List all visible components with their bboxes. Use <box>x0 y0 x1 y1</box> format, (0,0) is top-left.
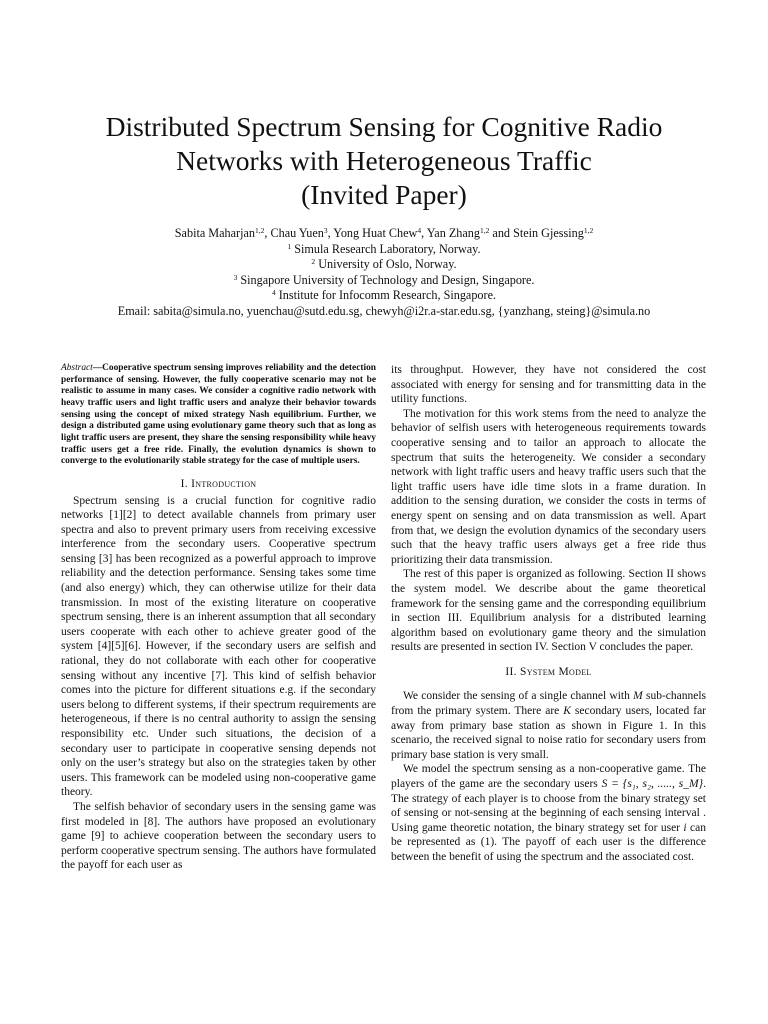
affiliation-line <box>40 273 728 289</box>
section-number: I. <box>180 477 192 490</box>
body-paragraph: its throughput. However, they have not considered the cost associated with energy for sensing and for transmitting data in the utility functions. <box>391 364 706 406</box>
paragraph-text: can be represented as (1). The payoff of each user is the difference between the benefit of using the spectrum and the associated cost. <box>391 821 706 863</box>
math-symbol: M <box>633 690 643 703</box>
body-paragraph <box>391 762 706 864</box>
paragraph-text: sub-channels from the primary system. There are <box>391 690 707 718</box>
author-name: , Chau Yuen <box>264 226 324 240</box>
paragraph-text: . The strategy of each player is to choose from the binary strategy set of sensing or not-sensing at the beginning of each sensing interval . Using game theoretic notation, the binary strategy set for user <box>391 778 706 834</box>
section-heading-system-model <box>391 665 706 680</box>
affiliation-text: Simula Research Laboratory, Norway. <box>291 241 481 256</box>
affiliation-line <box>40 288 728 304</box>
author-affiliation-mark: 1,2 <box>480 226 490 235</box>
affiliation-text: University of Oslo, Norway. <box>315 257 457 271</box>
body-paragraph: The motivation for this work stems from the need to analyze the behavior of selfish users with heterogeneous requirements towards cooperative sensing and to tailor an approach to allocate the spectrum that suits the heterogeneity. We consider a secondary network with light traffic users and heavy traffic users such that the light traffic users have idle time slots in a frame duration. In addition to the sensing duration, we consider the costs in terms of energy spent on sensing and on data transmission as well. Apart from that, we design the evolution dynamics of the secondary users such that the heavy traffic users always get a free ride thus prioritizing their data transmission. <box>391 407 706 566</box>
author-affiliation-mark: 1,2 <box>255 226 265 235</box>
paragraph-text: We model the spectrum sensing as a non-cooperative game. The players of the game are the secondary users <box>391 763 706 791</box>
author-name: Sabita Maharjan <box>174 226 255 240</box>
math-symbol: K <box>563 705 571 718</box>
body-paragraph: Spectrum sensing is a crucial function for cognitive radio networks [1][2] to detect available channels from primary user spectra and also to prevent primary users from receiving excessive interference from the secondary users. Cooperative spectrum sensing [3] has been recognized as a powerful approach to improve reliability and the detection performance. Sensing takes some time (and also energy) which, they can otherwise utilize for their data transmission. In most of the existing literature on cooperative spectrum sensing, there is an inherent assumption that all secondary users cooperate with each other to achieve greater good of the system [4][5][6]. However, if the secondary users are selfish and rational, they do not collaborate with each other for cooperative sensing without any incentive [7]. This kind of selfish behavior comes into the picture for different situations e.g. if the secondary users belong to different systems, if their spectrum requirements are heterogeneous, if there is no central authority to assign the sensing responsibility etc. Under such situations, the decision of a secondary user to participate in cooperative sensing depends not only on the user’s strategy but also on the strategies taken by other users. This framework can be modeled using non-cooperative game theory. <box>61 494 376 799</box>
math-expression: S = {s₁, s₂, ....., s_M} <box>601 778 704 791</box>
title-line-3: (Invited Paper) <box>301 179 467 210</box>
affiliation-line <box>40 257 728 273</box>
author-name: and Stein Gjessing <box>489 226 584 240</box>
abstract-text: —Cooperative spectrum sensing improves reliability and the detection performance of sensing. However, the fully cooperative scenario may not be realistic to assume in many cases. We consider a cognitive radio network with heavy traffic users and light traffic users and analyze their behavior towards sensing using the concept of mixed strategy Nash equilibrium. Further, we design a distributed game using evolutionary game theory such that as long as light traffic users are present, they share the sensing responsibility while heavy traffic users get a free ride. Finally, the evolution dynamics is shown to converge to the evolutionarily stable strategy for the case of multiple users. <box>61 363 376 467</box>
section-heading-introduction <box>61 477 376 492</box>
body-paragraph <box>391 689 706 762</box>
section-number: II. <box>505 665 521 678</box>
right-column <box>391 363 706 865</box>
left-column <box>61 363 376 873</box>
author-name: , Yong Huat Chew <box>327 226 418 240</box>
author-affiliation-mark: 1,2 <box>583 226 594 235</box>
abstract <box>61 363 376 468</box>
paper-title <box>40 110 728 212</box>
body-paragraph: The selfish behavior of secondary users in the sensing game was first modeled in [8]. The authors have proposed an evolutionary game [9] to achieve cooperation between the secondary users to perform cooperative spectrum sensing. The authors have formulated the payoff for each user as <box>61 800 376 872</box>
math-symbol: i <box>683 821 687 834</box>
affiliation-text: Singapore University of Technology and Design, Singapore. <box>237 272 535 287</box>
affiliation-number: 3 <box>233 272 238 282</box>
affiliation-number: 2 <box>311 257 316 266</box>
title-line-2: Networks with Heterogeneous Traffic <box>176 145 592 176</box>
abstract-label: Abstract <box>61 363 93 373</box>
author-block <box>40 226 728 319</box>
section-title: Introduction <box>191 477 257 490</box>
author-names <box>40 226 728 242</box>
affiliation-text: Institute for Infocomm Research, Singapore. <box>275 288 497 302</box>
paragraph-text: We consider the sensing of a single channel with <box>403 690 634 703</box>
paragraph-text: secondary users, located far away from primary base station as shown in Figure 1. In this scenario, the received signal to noise ratio for secondary users from primary base station is very small. <box>391 705 706 761</box>
affiliation-line <box>40 242 728 258</box>
affiliation-number: 4 <box>271 288 276 297</box>
body-paragraph: The rest of this paper is organized as following. Section II shows the system model. We describe about the game theoretical framework for the sensing game and the corresponding equilibrium in section III. Equilibrium analysis for a distributed learning algorithm based on evolutionary game theory and the simulation results are presented in section IV. Section V concludes the paper. <box>391 568 706 654</box>
title-line-1: Distributed Spectrum Sensing for Cognitive Radio <box>105 111 663 142</box>
author-affiliation-mark: 3 <box>323 226 328 235</box>
author-name: , Yan Zhang <box>421 226 480 240</box>
author-affiliation-mark: 4 <box>417 226 422 235</box>
affiliation-number: 1 <box>287 241 292 251</box>
author-emails: Email: sabita@simula.no, yuenchau@sutd.edu.sg, chewyh@i2r.a-star.edu.sg, {yanzhang, steing}@simula.no <box>117 303 651 318</box>
section-title: System Model <box>520 665 592 678</box>
